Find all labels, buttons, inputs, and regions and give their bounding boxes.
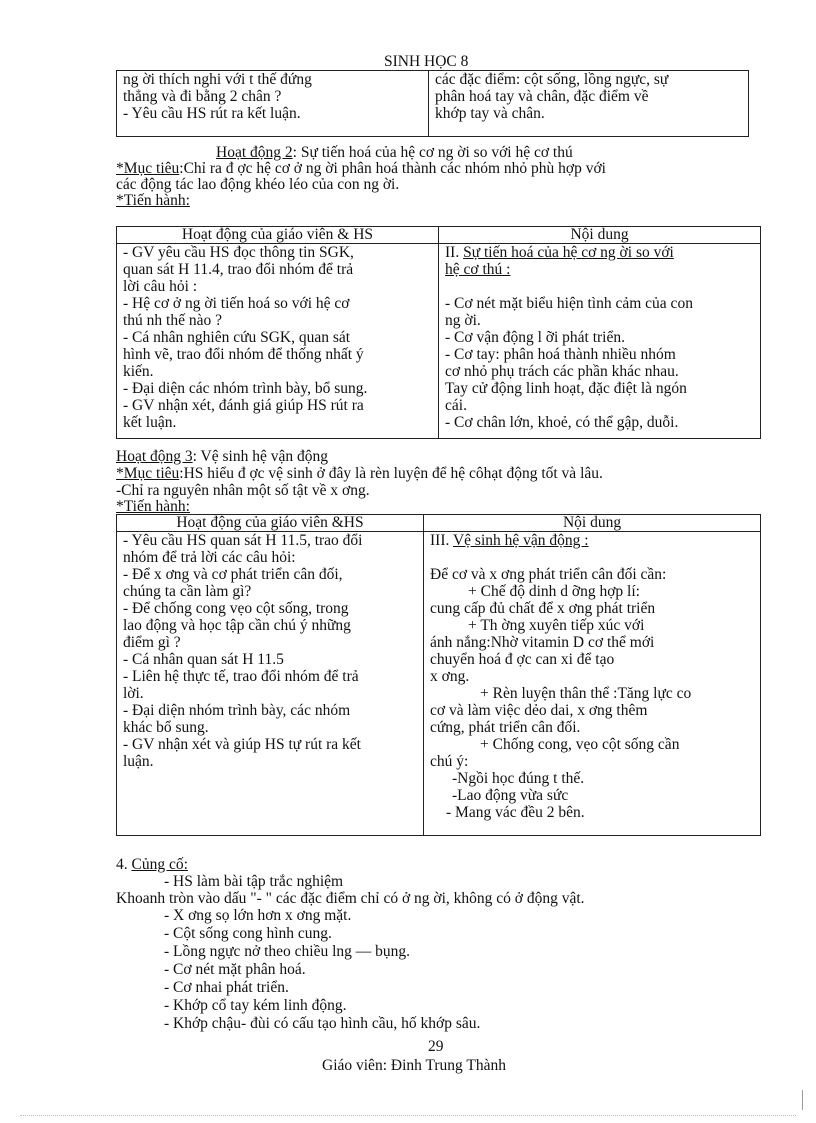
table-line: - Yêu cầu HS quan sát H 11.5, trao đổi: [123, 532, 363, 549]
activity3-right-heading: [430, 532, 754, 549]
table-line: - Cá nhân nghiên cứu SGK, quan sát: [123, 329, 351, 346]
activity3-title: [116, 448, 328, 465]
table-line: - Cơ nét mặt biểu hiện tình cảm của con: [445, 295, 693, 312]
table-line: quan sát H 11.4, trao đổi nhóm để trả: [123, 261, 354, 278]
top-table: [116, 70, 749, 137]
table-line: kiến.: [123, 363, 154, 380]
table-line: - Để chống cong vẹo cột sống, trong: [123, 600, 349, 617]
activity2-right-heading: [445, 244, 754, 261]
table-line: + Rèn luyện thân thể :Tăng lực co: [480, 685, 692, 702]
table-line: khớp tay và chân.: [435, 105, 545, 122]
table-line: thú nh thế nào ?: [123, 312, 223, 329]
list-item: - Khớp chậu- đùi có cấu tạo hình cầu, hố khớp sâu.: [164, 1015, 481, 1032]
section4-items: [164, 907, 480, 1033]
table-line: - Mang vác đều 2 bên.: [446, 804, 585, 821]
activity3-title-rest: : Vệ sinh hệ vận động: [192, 448, 328, 465]
table-line: Tay cử động linh hoạt, đặc điệt là ngón: [445, 380, 687, 397]
table-line: - Cá nhân quan sát H 11.5: [123, 651, 284, 668]
activity2-title-label: Hoạt động 2: [216, 144, 293, 161]
page-corner-mark: [802, 1090, 803, 1110]
activity3-title-label: Hoạt động 3: [116, 448, 193, 465]
table-line: x ơng.: [430, 668, 470, 685]
table-line: thẳng và đi bằng 2 chân ?: [123, 88, 282, 105]
section4-label-text: Củng cố:: [131, 856, 188, 873]
table-line: -Lao động vừa sức: [452, 787, 569, 804]
table-line: lời.: [123, 685, 144, 702]
activity3-left-header: Hoạt động của giáo viên &HS: [117, 515, 424, 532]
activity2-heading-line2: hệ cơ thú :: [445, 261, 511, 278]
table-line: chú ý:: [430, 753, 469, 770]
table-line: lao động và học tập cần chú ý những: [123, 617, 351, 634]
activity2-goal-line2: các động tác lao động khéo léo của con ng ời.: [116, 176, 400, 193]
page-header: SINH HỌC 8: [384, 53, 469, 70]
top-table-left: [117, 71, 429, 137]
table-line: - GV nhận xét, đánh giá giúp HS rút ra: [123, 397, 364, 414]
page-number: 29: [428, 1038, 444, 1055]
table-line: - Liên hệ thực tế, trao đổi nhóm để trả: [123, 668, 359, 685]
activity3-right-cell: [424, 532, 761, 836]
activity2-title-rest: : Sự tiến hoá của hệ cơ ng ời so với hệ cơ thú: [292, 144, 573, 161]
table-line: - Cơ tay: phân hoá thành nhiều nhóm: [445, 346, 676, 363]
list-item: - Cơ nét mặt phân hoá.: [164, 961, 306, 978]
section4-task: - HS làm bài tập trắc nghiệm: [164, 873, 344, 890]
activity2-right-header: Nội dung: [439, 227, 761, 244]
table-line: cứng, phát triển cân đối.: [430, 719, 581, 736]
table-line: - GV yêu cầu HS đọc thông tin SGK,: [123, 244, 354, 261]
table-line: - Để x ơng và cơ phát triển cân đối,: [123, 566, 343, 583]
activity2-left-header: Hoạt động của giáo viên & HS: [117, 227, 439, 244]
activity2-heading-line1: Sự tiến hoá của hệ cơ ng ời so với: [463, 244, 674, 261]
activity3-table: [116, 514, 761, 836]
activity3-steps-label: *Tiến hành:: [116, 498, 190, 515]
table-line: phân hoá tay và chân, đặc điểm về: [435, 88, 649, 105]
table-line: + Chống cong, vẹo cột sống cần: [480, 736, 680, 753]
activity2-table: [116, 226, 761, 439]
activity3-right-header: Nội dung: [424, 515, 761, 532]
list-item: - Khớp cổ tay kém linh động.: [164, 997, 347, 1014]
activity2-title: [216, 144, 573, 161]
section4-label: [116, 856, 188, 873]
section4-instruction: Khoanh tròn vào dấu "- " các đặc điểm chỉ có ở ng ời, không có ở động vật.: [116, 890, 585, 907]
table-line: -Ngồi học đúng t thế.: [452, 770, 585, 787]
list-item: - Cột sống cong hình cung.: [164, 925, 332, 942]
table-line: chuyển hoá đ ợc can xi để tạo: [430, 651, 615, 668]
activity2-heading-prefix: II.: [445, 244, 464, 261]
table-line: - GV nhận xét và giúp HS tự rút ra kết: [123, 736, 361, 753]
spacer: [445, 278, 754, 295]
activity3-heading-prefix: III.: [430, 532, 453, 549]
table-line: Để cơ và x ơng phát triển cân đối cần:: [430, 566, 667, 583]
table-line: khác bổ sung.: [123, 719, 209, 736]
top-table-right: [429, 71, 749, 137]
teacher-name: Giáo viên: Đinh Trung Thành: [322, 1057, 506, 1074]
activity3-goal-label: *Mục tiêu: [116, 465, 180, 482]
list-item: - X ơng sọ lớn hơn x ơng mặt.: [164, 907, 352, 924]
list-item: - Lồng ngực nở theo chiều lng — bụng.: [164, 943, 411, 960]
section4-prefix: 4.: [116, 856, 132, 873]
table-line: - Yêu cầu HS rút ra kết luận.: [123, 105, 301, 122]
activity2-goal-line1: :Chỉ ra đ ợc hệ cơ ở ng ời phân hoá thành các nhóm nhỏ phù hợp với: [179, 160, 606, 177]
activity2-goal: [116, 160, 606, 177]
activity2-left-cell: [117, 244, 439, 439]
activity2-right-cell: [439, 244, 761, 439]
table-line: chúng ta cần làm gì?: [123, 583, 252, 600]
table-line: - Cơ chân lớn, khoẻ, có thể gập, duỗi.: [445, 414, 679, 431]
table-line: - Đại diện nhóm trình bày, các nhóm: [123, 702, 351, 719]
table-line: + Th ờng xuyên tiếp xúc với: [468, 617, 645, 634]
activity3-goal: [116, 465, 603, 482]
table-line: kết luận.: [123, 414, 177, 431]
activity3-heading-text: Vệ sinh hệ vận động :: [452, 532, 589, 549]
activity2-steps-label: *Tiến hành:: [116, 192, 190, 209]
table-line: cung cấp đủ chất để x ơng phát triển: [430, 600, 656, 617]
spacer: [430, 549, 754, 566]
activity3-left-cell: [117, 532, 424, 836]
activity2-goal-label: *Mục tiêu: [116, 160, 180, 177]
table-line: - Hệ cơ ở ng ời tiến hoá so với hệ cơ: [123, 295, 350, 312]
table-line: - Cơ vận động l ỡi phát triển.: [445, 329, 625, 346]
table-line: cái.: [445, 397, 467, 414]
table-line: điểm gì ?: [123, 634, 181, 651]
table-line: ng ời.: [445, 312, 481, 329]
activity3-goal-line1: :HS hiểu đ ợc vệ sinh ở đây là rèn luyện để hệ côhạt động tốt và lâu.: [179, 465, 603, 482]
table-line: lời câu hỏi :: [123, 278, 198, 295]
table-line: - Đại diện các nhóm trình bày, bổ sung.: [123, 380, 368, 397]
table-line: cơ và làm việc dẻo dai, x ơng thêm: [430, 702, 648, 719]
activity3-goal-line2: -Chỉ ra nguyên nhân một số tật về x ơng.: [116, 482, 370, 499]
table-line: ng ời thích nghi với t thế đứng: [123, 71, 312, 88]
table-line: ánh nắng:Nhờ vitamin D cơ thể mới: [430, 634, 655, 651]
table-line: luận.: [123, 753, 154, 770]
table-line: hình vẽ, trao đổi nhóm để thống nhất ý: [123, 346, 364, 363]
list-item: - Cơ nhai phát triển.: [164, 979, 289, 996]
table-line: nhóm để trả lời các câu hỏi:: [123, 549, 296, 566]
page-bottom-border: [20, 1115, 796, 1116]
table-line: + Chế độ dinh d ỡng hợp lí:: [468, 583, 640, 600]
table-line: cơ nhỏ phụ trách các phần khác nhau.: [445, 363, 679, 380]
table-line: các đặc điểm: cột sống, lồng ngực, sự: [435, 71, 669, 88]
